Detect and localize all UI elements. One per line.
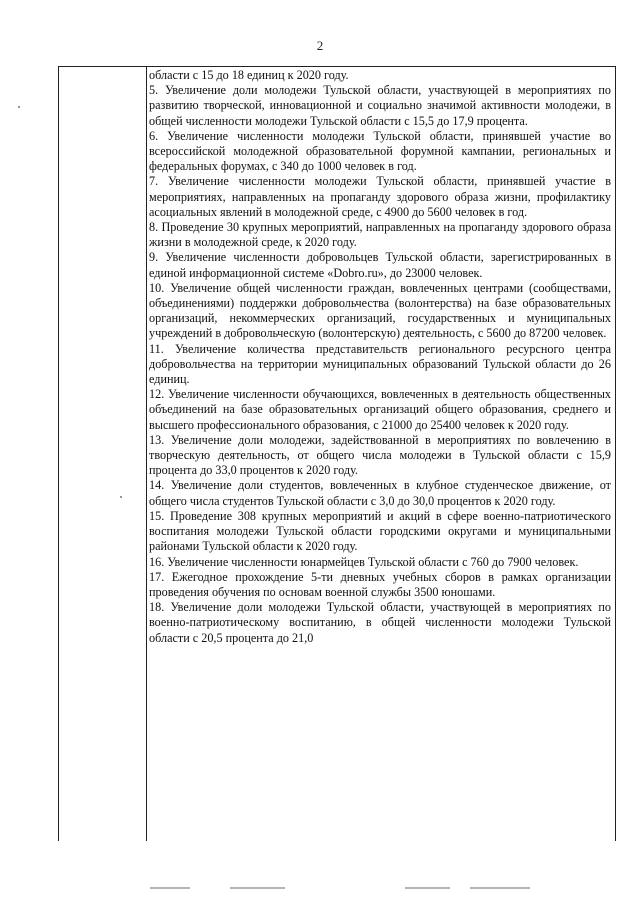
list-item: 5. Увеличение доли молодежи Тульской области, участвующей в мероприятиях по развитию творческой, инновационной и социально значимой активности молодежи, в общей численности молодежи Тульской области с 15,5 до 17,9 процента. — [149, 83, 611, 128]
page-number: 2 — [316, 38, 324, 53]
list-item: 13. Увеличение доли молодежи, задействованной в мероприятиях по вовлечению в творческую деятельность, от общего числа молодежи в Тульской области с 15,9 процента до 33,0 процентов к 2020 году. — [149, 432, 611, 478]
list-item: 10. Увеличение общей численности граждан, вовлеченных центрами (сообществами, объединениями) поддержки добровольчества (волонтерства) на базе образовательных организаций, некоммерческих организаций, государственных и муниципальных учреждений в добровольческую (волонтерскую) деятельность, с 5600 до 87200 человек. — [149, 280, 611, 341]
scan-speck — [18, 106, 20, 108]
scan-edge-noise — [150, 887, 190, 889]
list-item: 16. Увеличение численности юнармейцев Тульской области с 760 до 7900 человек. — [149, 554, 579, 569]
scan-edge-noise — [470, 887, 530, 889]
list-item: 14. Увеличение доли студентов, вовлеченных в клубное студенческое движение, от общего числа студентов Тульской области с 3,0 до 30,0 процентов к 2020 году. — [149, 478, 611, 508]
list-item: области с 15 до 18 единиц к 2020 году. — [149, 68, 349, 82]
scan-edge-noise — [405, 887, 450, 889]
list-item: 9. Увеличение численности добровольцев Тульской области, зарегистрированных в единой информационной системе «Dobro.ru», до 23000 человек. — [149, 250, 611, 280]
table-column-divider — [146, 66, 147, 841]
list-item: 6. Увеличение численности молодежи Тульской области, принявшей участие во всероссийской молодежной образовательной форумной кампании, региональных и федеральных форумах, с 340 до 1000 человек в год. — [149, 128, 611, 174]
list-item: 7. Увеличение численности молодежи Тульской области, принявшей участие в мероприятиях, направленных на пропаганду здорового образа жизни, профилактику асоциальных явлений в молодежной среде, с 4900 до 5600 человек в год. — [149, 174, 611, 219]
list-item: 18. Увеличение доли молодежи Тульской области, участвующей в мероприятиях по военно-патриотическому воспитанию, в общей численности молодежи Тульской области с 20,5 процента до 21,0 — [149, 600, 611, 645]
list-item: 8. Проведение 30 крупных мероприятий, направленных на пропаганду здорового образа жизни в молодежной среде, к 2020 году. — [149, 220, 611, 250]
table-cell-goals — [149, 68, 611, 838]
list-item: 15. Проведение 308 крупных мероприятий и акций в сфере военно-патриотического воспитания молодежи Тульской области городскими округами и муниципальными районами Тульской области к 2020 году. — [149, 508, 611, 554]
list-item: 17. Ежегодное прохождение 5-ти дневных учебных сборов в рамках организации проведения обучения по основам военной службы 3500 юношами. — [149, 569, 611, 599]
scan-speck — [120, 496, 122, 498]
list-item: 11. Увеличение количества представительств регионального ресурсного центра добровольчества на территории муниципальных образований Тульской области до 26 единиц. — [149, 341, 611, 387]
list-item: 12. Увеличение численности обучающихся, вовлеченных в деятельность общественных объединений на базе образовательных организаций общего образования, среднего и высшего профессионального образования, с 21000 до 25400 человек к 2020 году. — [149, 387, 611, 432]
scan-edge-noise — [230, 887, 285, 889]
